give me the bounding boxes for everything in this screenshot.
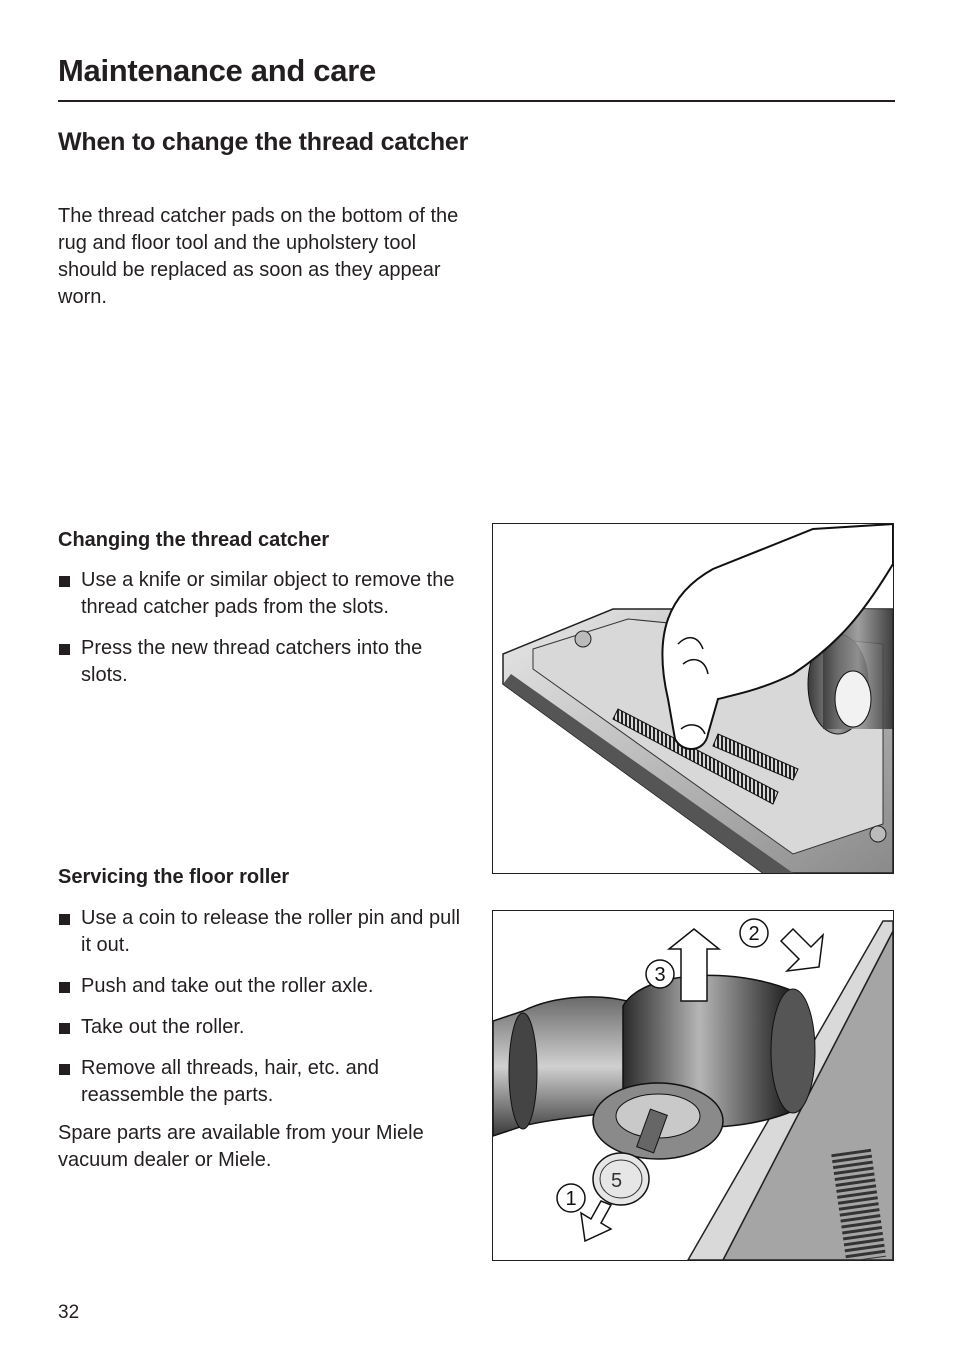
- page-number: 32: [58, 1302, 80, 1323]
- list-item: Use a knife or similar object to remove the thread catcher pads from the slots.: [58, 567, 468, 621]
- svg-text:3: 3: [654, 964, 666, 986]
- svg-text:2: 2: [748, 923, 760, 945]
- title-rule: [58, 100, 895, 102]
- page-title: Maintenance and care: [58, 53, 376, 88]
- bullet-square-icon: [59, 914, 70, 925]
- svg-text:1: 1: [565, 1188, 577, 1210]
- bullet-square-icon: [59, 644, 70, 655]
- callout-2: [740, 919, 768, 947]
- list-item: Press the new thread catchers into the slots.: [58, 635, 468, 689]
- intro-paragraph: The thread catcher pads on the bottom of the rug and floor tool and the upholstery tool should be replaced as soon as they appear worn.: [58, 205, 459, 308]
- svg-text:5: 5: [611, 1170, 623, 1192]
- bullet-square-icon: [59, 1023, 70, 1034]
- list-item: Push and take out the roller axle.: [58, 973, 468, 1000]
- subheading-servicing-floor-roller: Servicing the floor roller: [58, 866, 290, 888]
- list-item: Remove all threads, hair, etc. and reassemble the parts.: [58, 1055, 468, 1109]
- subheading-changing-thread-catcher: Changing the thread catcher: [58, 529, 330, 551]
- spare-parts-note: Spare parts are available from your Miele vacuum dealer or Miele.: [58, 1122, 424, 1171]
- thread-catcher-illustration: [492, 523, 894, 874]
- servicing-steps-list: [58, 905, 468, 1123]
- callout-1: [557, 1184, 585, 1212]
- section-heading-when-to-change: When to change the thread catcher: [58, 128, 469, 156]
- changing-steps-list: [58, 567, 468, 703]
- floor-roller-illustration: [492, 910, 894, 1261]
- list-item: Use a coin to release the roller pin and pull it out.: [58, 905, 468, 959]
- bullet-square-icon: [59, 576, 70, 587]
- bullet-square-icon: [59, 982, 70, 993]
- callout-3: [646, 960, 674, 988]
- bullet-square-icon: [59, 1064, 70, 1075]
- list-item: Take out the roller.: [58, 1014, 468, 1041]
